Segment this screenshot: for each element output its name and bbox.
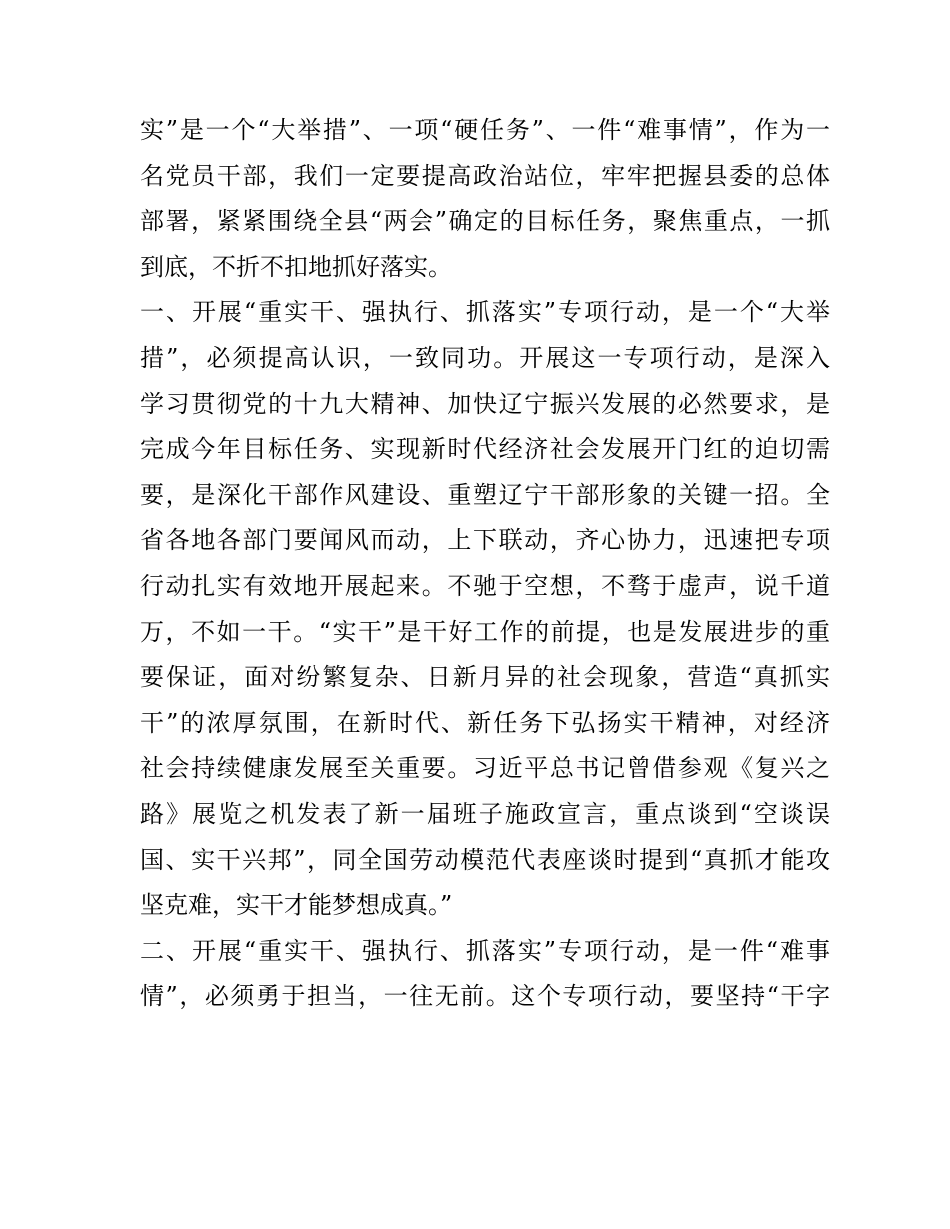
text-line: 坚克难，实干才能梦想成真。” (140, 891, 453, 920)
text-line: 一、开展“重实干、强执行、抓落实”专项行动，是一个“大举 (140, 298, 830, 327)
text-line: 要，是深化干部作风建设、重塑辽宁干部形象的关键一招。全 (140, 480, 830, 509)
text-line: 省各地各部门要闻风而动，上下联动，齐心协力，迅速把专项 (140, 526, 830, 555)
document-body (140, 108, 830, 1020)
text-line: 万，不如一干。“实干”是干好工作的前提，也是发展进步的重 (140, 617, 830, 646)
text-line: 社会持续健康发展至关重要。习近平总书记曾借参观《复兴之 (140, 754, 830, 783)
text-line: 情”，必须勇于担当，一往无前。这个专项行动，要坚持“干字 (140, 982, 830, 1011)
text-line: 实”是一个“大举措”、一项“硬任务”、一件“难事情”，作为一 (140, 116, 830, 144)
text-line: 部署，紧紧围绕全县“两会”确定的目标任务，聚焦重点，一抓 (140, 207, 830, 236)
text-line: 要保证，面对纷繁复杂、日新月异的社会现象，营造“真抓实 (140, 663, 830, 692)
text-line: 行动扎实有效地开展起来。不驰于空想，不骛于虚声，说千道 (140, 571, 830, 600)
text-line: 完成今年目标任务、实现新时代经济社会发展开门红的迫切需 (140, 435, 830, 464)
text-line: 国、实干兴邦”，同全国劳动模范代表座谈时提到“真抓才能攻 (140, 845, 830, 874)
text-line: 路》展览之机发表了新一届班子施政宣言，重点谈到“空谈误 (140, 799, 830, 828)
text-line: 措”，必须提高认识，一致同功。开展这一专项行动，是深入 (140, 343, 830, 372)
text-line: 二、开展“重实干、强执行、抓落实”专项行动，是一件“难事 (140, 936, 830, 965)
text-line: 干”的浓厚氛围，在新时代、新任务下弘扬实干精神，对经济 (140, 708, 830, 737)
text-line: 到底，不折不扣地抓好落实。 (140, 252, 452, 281)
text-line: 名党员干部，我们一定要提高政治站位，牢牢把握县委的总体 (140, 161, 830, 190)
text-line: 学习贯彻党的十九大精神、加快辽宁振兴发展的必然要求，是 (140, 389, 830, 418)
